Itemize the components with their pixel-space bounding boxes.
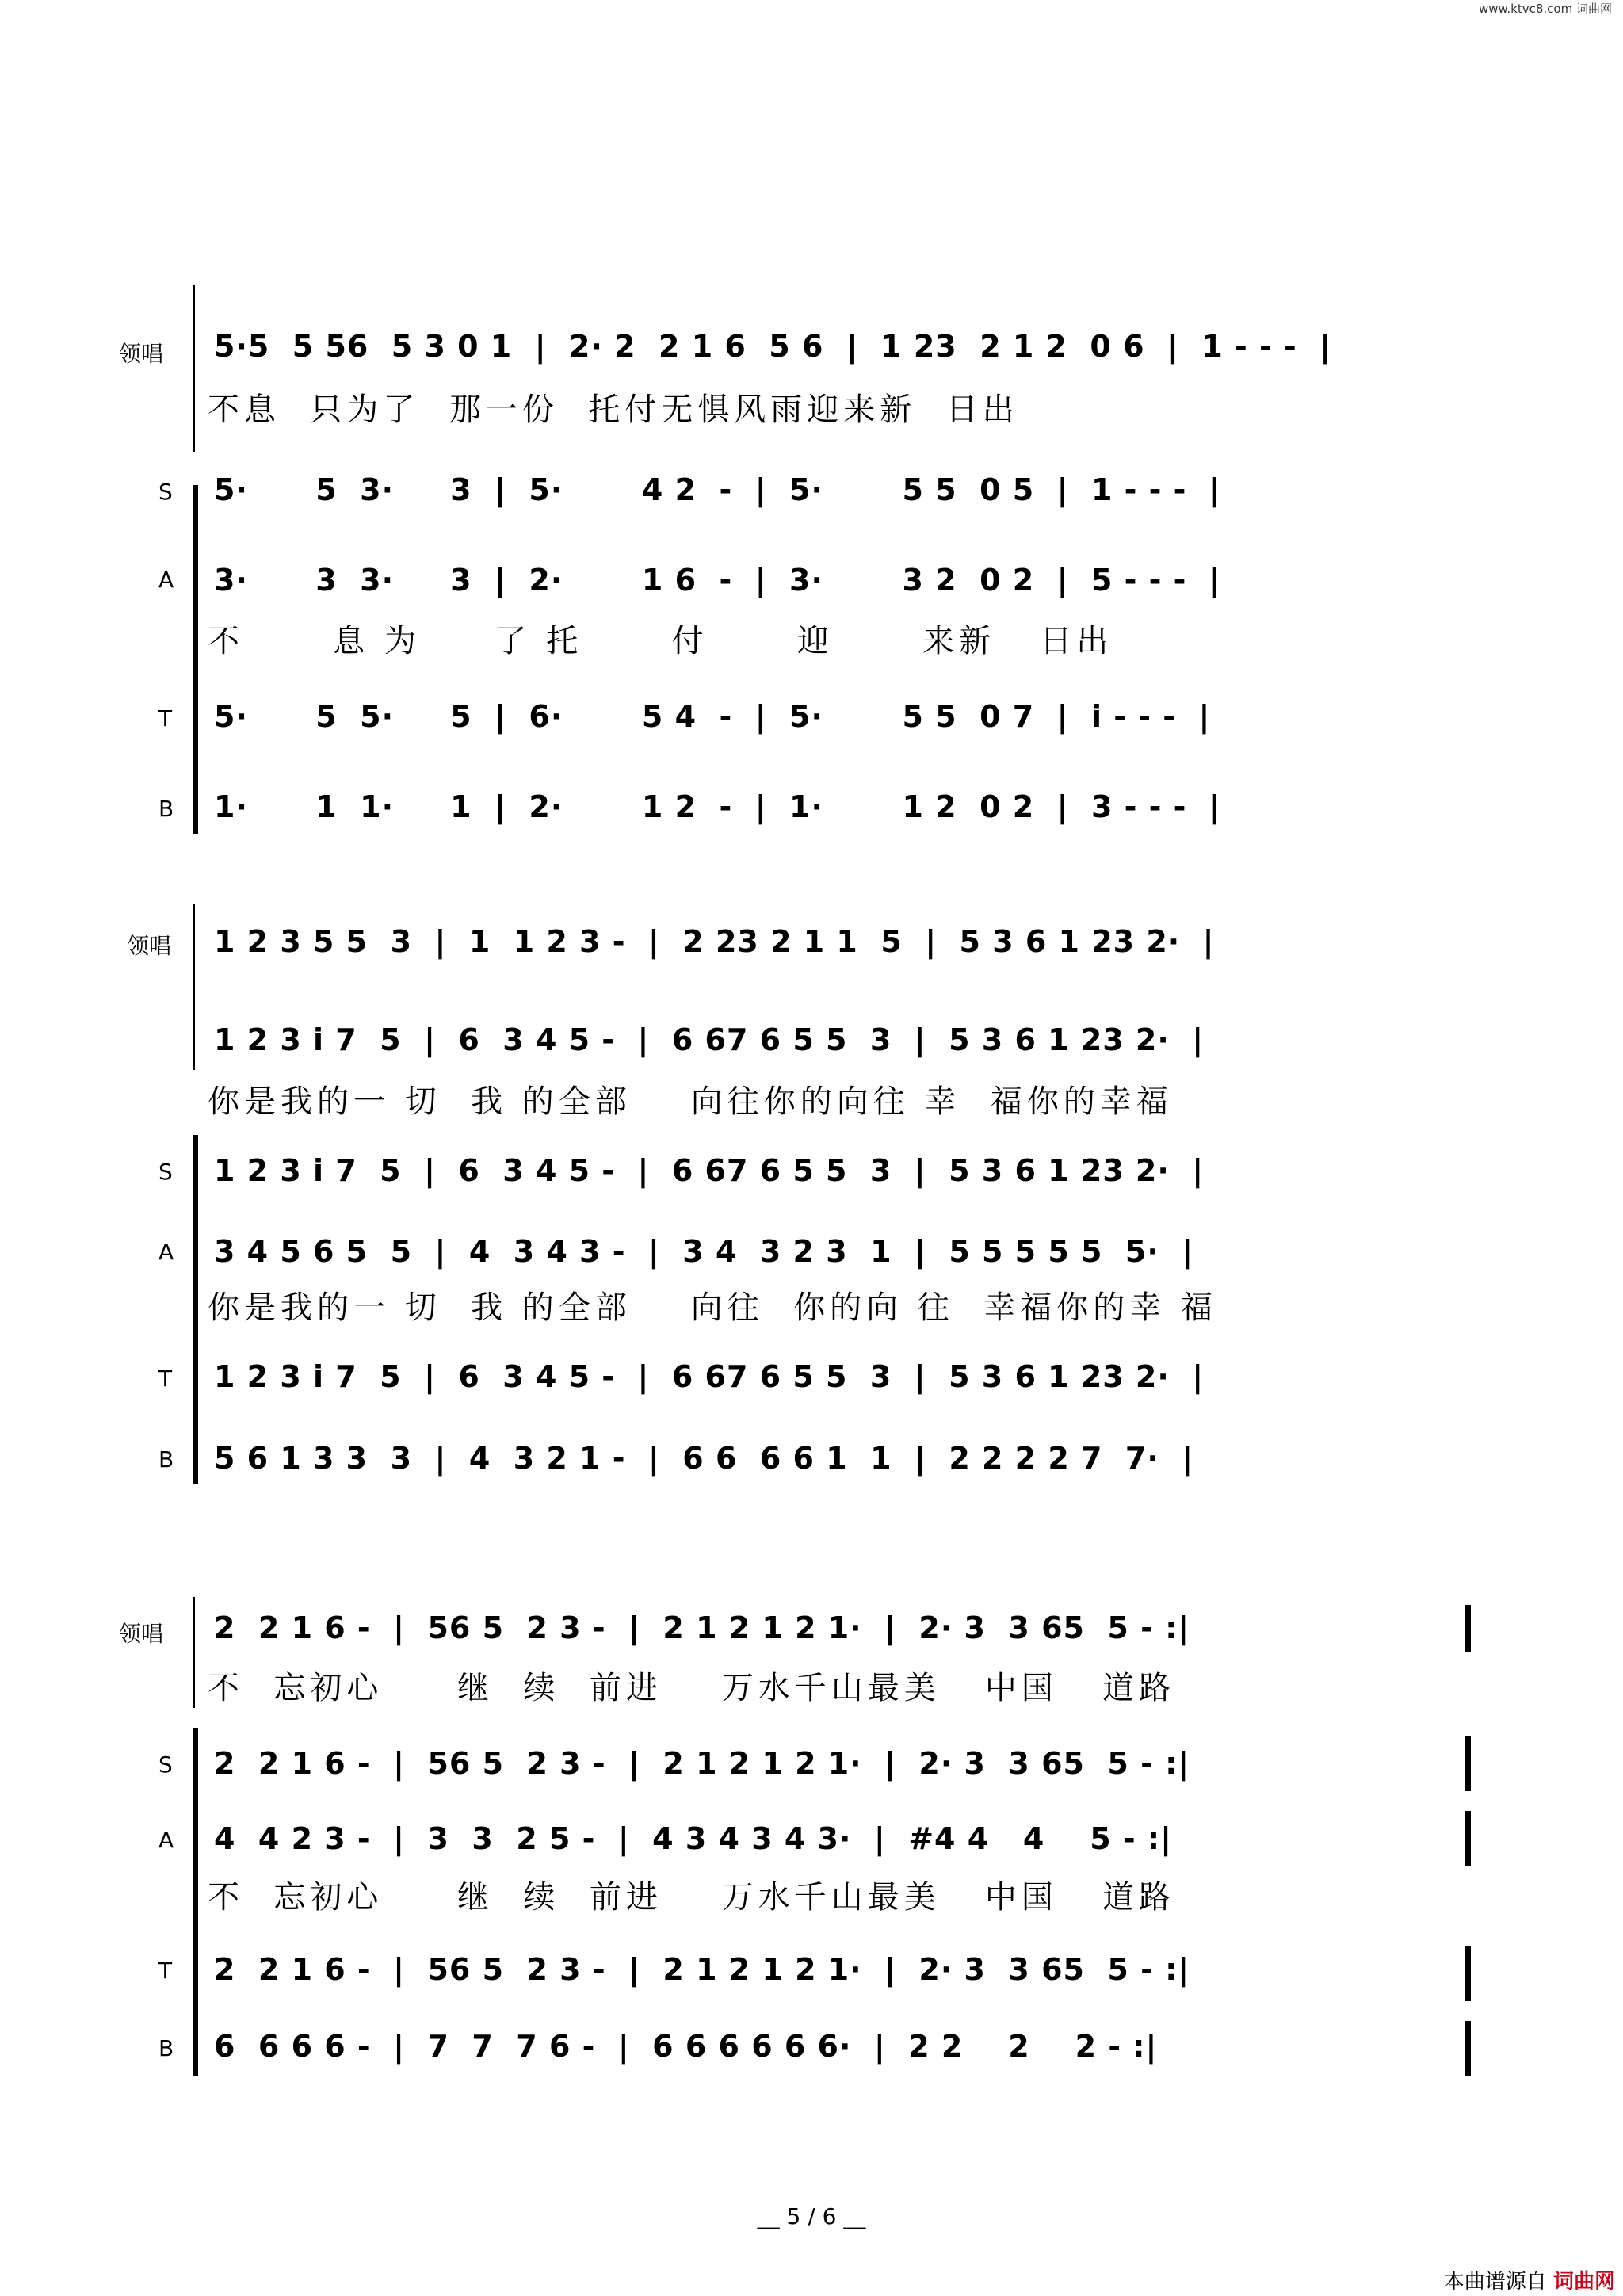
notes-row: 5 6 1 3 3 3 | 4 3 2 1 - | 6 6 6 6 1 1 | 2 2 2 2 7 7· | <box>214 1441 1194 1476</box>
part-label: B <box>158 796 174 822</box>
part-label: B <box>158 1446 174 1473</box>
source-text: 本曲谱源自 <box>1443 2270 1547 2294</box>
notes-row: 2 2 1 6 - | 56 5 2 3 - | 2 1 2 1 2 1· | 2· 3 3 65 5 - :| <box>214 1746 1190 1781</box>
final-barline <box>1465 1605 1471 1652</box>
site-header: www.ktvc8.com 词曲网 <box>1478 2 1612 16</box>
source-credit <box>1444 2265 1615 2294</box>
part-label: 领唱 <box>119 1621 164 1647</box>
brace-bracket <box>193 1135 198 1484</box>
system-line <box>193 285 195 452</box>
brand-link[interactable]: 词曲网 <box>1552 2270 1615 2294</box>
final-barline <box>1465 1811 1471 1866</box>
lyric-row: 不息 只为了 那一份 托付无惧风雨迎来新 日出 <box>208 392 1019 428</box>
part-label: 领唱 <box>127 933 172 959</box>
notes-row: 5· 5 5· 5 | 6· 5 4 - | 5· 5 5 0 7 | i - - - | <box>214 699 1211 734</box>
part-label: S <box>158 479 173 505</box>
part-label: 领唱 <box>119 341 164 367</box>
lyric-row: 你是我的一 切 我 的全部 向往 你的向 往 幸福你的幸 福 <box>208 1289 1218 1326</box>
part-label: B <box>158 2035 174 2061</box>
notes-row: 1 2 3 i 7 5 | 6 3 4 5 - | 6 67 6 5 5 3 | 5 3 6 1 23 2· | <box>214 1022 1205 1057</box>
system-line <box>193 1597 195 1708</box>
part-label: A <box>158 1239 174 1265</box>
notes-row: 1 2 3 i 7 5 | 6 3 4 5 - | 6 67 6 5 5 3 | 5 3 6 1 23 2· | <box>214 1153 1205 1188</box>
notes-row: 3 4 5 6 5 5 | 4 3 4 3 - | 3 4 3 2 3 1 | 5 5 5 5 5 5· | <box>214 1234 1194 1269</box>
notes-row: 1 2 3 5 5 3 | 1 1 2 3 - | 2 23 2 1 1 5 | 5 3 6 1 23 2· | <box>214 924 1215 959</box>
notes-row: 2 2 1 6 - | 56 5 2 3 - | 2 1 2 1 2 1· | 2· 3 3 65 5 - :| <box>214 1610 1190 1645</box>
notes-row: 4 4 2 3 - | 3 3 2 5 - | 4 3 4 3 4 3· | #4 4 4 5 - :| <box>214 1821 1172 1856</box>
notes-row: 5· 5 3· 3 | 5· 4 2 - | 5· 5 5 0 5 | 1 - - - | <box>214 472 1221 507</box>
notes-row: 1 2 3 i 7 5 | 6 3 4 5 - | 6 67 6 5 5 3 | 5 3 6 1 23 2· | <box>214 1359 1205 1394</box>
page-number: __ 5 / 6 __ <box>757 2203 866 2229</box>
lyric-row: 不 息 为 了 托 付 迎 来新 日出 <box>208 623 1113 659</box>
part-label: A <box>158 567 174 593</box>
notes-row: 5·5 5 56 5 3 0 1 | 2· 2 2 1 6 5 6 | 1 23 2 1 2 0 6 | 1 - - - | <box>214 329 1332 364</box>
final-barline <box>1465 2021 1471 2076</box>
part-label: S <box>158 1159 173 1185</box>
brace-bracket <box>193 485 198 834</box>
part-label: A <box>158 1827 174 1853</box>
notes-row: 3· 3 3· 3 | 2· 1 6 - | 3· 3 2 0 2 | 5 - - - | <box>214 563 1221 598</box>
notes-row: 1· 1 1· 1 | 2· 1 2 - | 1· 1 2 0 2 | 3 - - - | <box>214 789 1221 824</box>
part-label: T <box>158 1958 173 1984</box>
lyric-row: 不 忘初心 继 续 前进 万水千山最美 中国 道路 <box>208 1670 1176 1706</box>
lyric-row: 不 忘初心 继 续 前进 万水千山最美 中国 道路 <box>208 1879 1176 1916</box>
notes-row: 6 6 6 6 - | 7 7 7 6 - | 6 6 6 6 6 6· | 2 2 2 2 - :| <box>214 2029 1158 2064</box>
part-label: T <box>158 705 173 732</box>
notes-row: 2 2 1 6 - | 56 5 2 3 - | 2 1 2 1 2 1· | 2· 3 3 65 5 - :| <box>214 1952 1190 1987</box>
part-label: T <box>158 1366 173 1392</box>
brace-bracket <box>193 1728 198 2076</box>
final-barline <box>1465 1736 1471 1791</box>
part-label: S <box>158 1752 173 1778</box>
system-line <box>193 904 195 1070</box>
lyric-row: 你是我的一 切 我 的全部 向往你的向往 幸 福你的幸福 <box>208 1083 1173 1120</box>
final-barline <box>1465 1946 1471 2001</box>
